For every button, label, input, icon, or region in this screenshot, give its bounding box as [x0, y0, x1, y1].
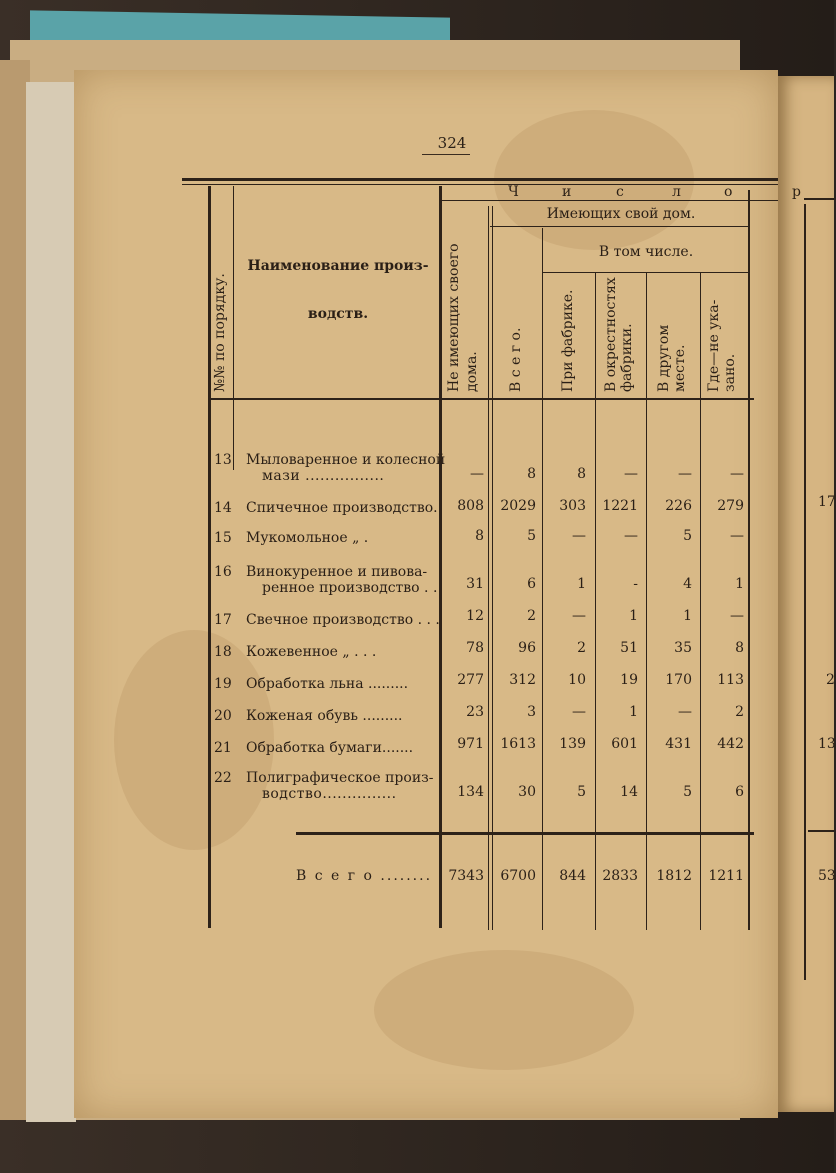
cell-total: 1613 [500, 736, 536, 752]
cell-total: 8 [527, 466, 536, 482]
right-page-header-letter: р [792, 184, 801, 200]
total-other: 1812 [656, 868, 692, 884]
cell-vicinity: 19 [620, 672, 638, 688]
cell-vicinity: 14 [620, 784, 638, 800]
total-label: В с е г о ........ [296, 868, 433, 884]
col-vicinity-header: В окрестностях [603, 277, 619, 392]
row-name-cont: мази ................ [262, 468, 385, 484]
row-name: Коженая обувь ......... [246, 708, 403, 724]
cell-unknown: — [730, 608, 744, 624]
row-name: Винокуренное и пивова- [246, 564, 428, 580]
cell-at-factory: — [572, 608, 586, 624]
row-number: 17 [214, 612, 232, 628]
right-page-value: 53 [818, 868, 836, 884]
cell-no-house: 78 [466, 640, 484, 656]
cell-other: 431 [665, 736, 692, 752]
row-number: 21 [214, 740, 232, 756]
col-vicinity-header-2: фабрики. [619, 323, 635, 392]
cell-total: 2029 [500, 498, 536, 514]
cell-total: 6 [527, 576, 536, 592]
row-number: 15 [214, 530, 232, 546]
cell-other: 1 [683, 608, 692, 624]
row-number: 14 [214, 500, 232, 516]
cell-at-factory: — [572, 704, 586, 720]
page-number-rule [422, 154, 470, 155]
cell-no-house: 23 [466, 704, 484, 720]
header-letter: Ч [508, 184, 519, 200]
row-number: 18 [214, 644, 232, 660]
cell-unknown: 8 [735, 640, 744, 656]
cell-other: 5 [683, 528, 692, 544]
right-page-value: 2 [826, 672, 835, 688]
col-name-header-line1: Наименование произ- [247, 258, 429, 274]
cell-at-factory: 8 [577, 466, 586, 482]
header-letter: л [672, 184, 681, 200]
cell-vicinity: 601 [611, 736, 638, 752]
cell-vicinity: 1 [629, 704, 638, 720]
cell-vicinity: — [624, 528, 638, 544]
row-name: Мыловаренное и колесной [246, 452, 446, 468]
cell-no-house: 277 [457, 672, 484, 688]
cell-at-factory: 303 [559, 498, 586, 514]
cell-total: 5 [527, 528, 536, 544]
cell-other: — [678, 466, 692, 482]
row-number: 22 [214, 770, 232, 786]
cell-other: 4 [683, 576, 692, 592]
row-name: Спичечное производство. [246, 500, 438, 516]
right-page-fragment [778, 76, 834, 1112]
col-total-header: В с е г о. [508, 327, 524, 392]
total-total: 6700 [500, 868, 536, 884]
total-vicinity: 2833 [602, 868, 638, 884]
cell-unknown: 442 [717, 736, 744, 752]
cell-unknown: 1 [735, 576, 744, 592]
cell-other: 5 [683, 784, 692, 800]
cell-vicinity: 1221 [602, 498, 638, 514]
col-other-header: В другом [656, 324, 672, 392]
cell-no-house: 971 [457, 736, 484, 752]
col-name-header-line2: водств. [307, 306, 369, 322]
cell-unknown: 6 [735, 784, 744, 800]
cell-no-house: 12 [466, 608, 484, 624]
cell-no-house: 808 [457, 498, 484, 514]
cell-unknown: — [730, 528, 744, 544]
col-no-house-header: Не имеющих своего [446, 243, 462, 392]
cell-vicinity: - [633, 576, 638, 592]
cell-other: 35 [674, 640, 692, 656]
cell-unknown: 113 [717, 672, 744, 688]
cell-other: 226 [665, 498, 692, 514]
col-unknown-header-2: зано. [722, 353, 738, 392]
cell-total: 312 [509, 672, 536, 688]
cell-at-factory: 2 [577, 640, 586, 656]
cell-vicinity: — [624, 466, 638, 482]
row-name: Обработка льна ......... [246, 676, 409, 692]
cell-no-house: 8 [475, 528, 484, 544]
cell-no-house: 31 [466, 576, 484, 592]
col-at-factory-header: При фабрике. [560, 289, 576, 392]
cell-at-factory: — [572, 528, 586, 544]
total-unknown: 1211 [708, 868, 744, 884]
row-name-cont: ренное производство . . [262, 580, 438, 596]
right-page-value: 13 [818, 736, 836, 752]
cell-no-house: — [470, 466, 484, 482]
cell-total: 96 [518, 640, 536, 656]
col-no-house-header-2: дома. [464, 351, 480, 392]
row-number: 16 [214, 564, 232, 580]
cell-other: 170 [665, 672, 692, 688]
subgroup-including-header: В том числе. [598, 244, 694, 260]
row-name-cont: водство............... [262, 786, 397, 802]
cell-vicinity: 51 [620, 640, 638, 656]
cell-unknown: 2 [735, 704, 744, 720]
row-name: Полиграфическое произ- [246, 770, 434, 786]
cell-at-factory: 5 [577, 784, 586, 800]
col-unknown-header: Где—не ука- [706, 299, 722, 392]
group-own-house-header: Имеющих свой дом. [546, 206, 696, 222]
total-no-house: 7343 [448, 868, 484, 884]
cell-other: — [678, 704, 692, 720]
row-number: 19 [214, 676, 232, 692]
row-number: 13 [214, 452, 232, 468]
row-name: Мукомольное „ . [246, 530, 369, 546]
cell-vicinity: 1 [629, 608, 638, 624]
right-page-value: 17 [818, 494, 836, 510]
cell-unknown: 279 [717, 498, 744, 514]
page-number: 324 [437, 134, 467, 152]
cell-total: 3 [527, 704, 536, 720]
header-letter: и [562, 184, 572, 200]
cell-at-factory: 1 [577, 576, 586, 592]
header-letter: с [616, 184, 624, 200]
row-number: 20 [214, 708, 232, 724]
cell-no-house: 134 [457, 784, 484, 800]
cell-at-factory: 10 [568, 672, 586, 688]
total-at-factory: 844 [559, 868, 586, 884]
row-name: Свечное производство . . . [246, 612, 440, 628]
cell-total: 30 [518, 784, 536, 800]
col-other-header-2: месте. [672, 344, 688, 392]
cell-unknown: — [730, 466, 744, 482]
cell-total: 2 [527, 608, 536, 624]
paper-margin-strip [26, 82, 76, 1122]
row-name: Кожевенное „ . . . [246, 644, 377, 660]
cell-at-factory: 139 [559, 736, 586, 752]
header-letter: о [724, 184, 733, 200]
row-name: Обработка бумаги....... [246, 740, 414, 756]
col-order-header: №№ по порядку. [212, 273, 228, 392]
